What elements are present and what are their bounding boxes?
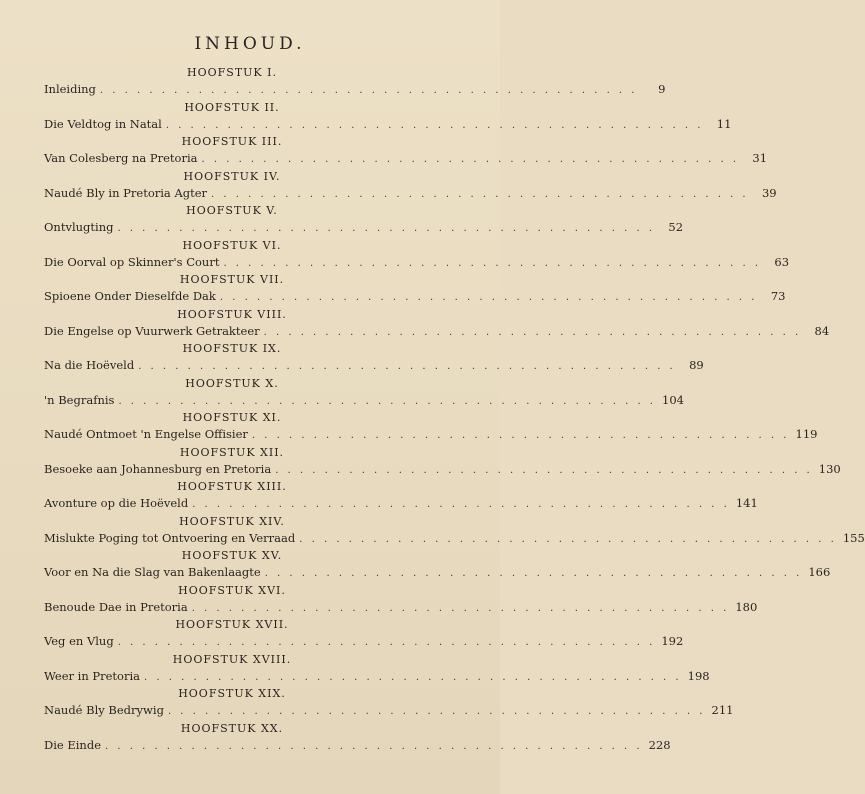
chapter-heading: HOOFSTUK III.: [181, 135, 283, 148]
dot-leader: . . . . . . . . . . . . . . . . . . . . . . . . . . . . . . . . . . . . . . . . . . . .: [192, 499, 730, 510]
toc-entry: [44, 342, 704, 377]
toc-line: [44, 565, 831, 581]
chapter-title: Avonture op die Hoëveld: [44, 496, 189, 510]
page-number: 11: [716, 116, 732, 131]
chapter-heading: HOOFSTUK IV.: [183, 169, 281, 183]
page-title: INHOUD.: [194, 34, 306, 54]
toc-entry: [44, 238, 790, 274]
chapter-title: Naudé Bly Bedrywig: [44, 703, 164, 717]
toc-entry: [44, 376, 684, 412]
toc-line: [44, 82, 666, 98]
chapter-heading: HOOFSTUK XVIII.: [172, 652, 292, 666]
page-number: 104: [662, 392, 684, 407]
dot-leader: . . . . . . . . . . . . . . . . . . . . . . . . . . . . . . . . . . . . . . . . . . . .: [191, 602, 730, 614]
dot-leader: . . . . . . . . . . . . . . . . . . . . . . . . . . . . . . . . . . . . . . . . . . . .: [275, 464, 813, 476]
page-number: 119: [795, 427, 818, 441]
toc-entry: [44, 480, 758, 515]
toc-entry: [44, 411, 818, 446]
toc-entry: [44, 721, 671, 757]
toc-entry: [44, 273, 786, 308]
chapter-heading: HOOFSTUK II.: [184, 100, 280, 114]
toc-entry: [44, 618, 684, 653]
toc-entry: [44, 687, 734, 722]
chapter-title: Veg en Vlug: [44, 634, 114, 648]
chapter-title: Mislukte Poging tot Ontvoering en Verraad: [44, 530, 296, 545]
toc-entry: [44, 204, 684, 239]
table-of-contents: [44, 66, 865, 756]
chapter-heading: HOOFSTUK I.: [187, 66, 277, 79]
chapter-heading: HOOFSTUK VII.: [179, 273, 285, 286]
chapter-title: Naudé Ontmoet 'n Engelse Offisier: [44, 427, 248, 441]
toc-entry: [44, 583, 758, 619]
dot-leader: . . . . . . . . . . . . . . . . . . . . . . . . . . . . . . . . . . . . . . . . . . . .: [117, 637, 656, 648]
chapter-heading: HOOFSTUK X.: [185, 376, 279, 390]
page-number: 39: [761, 185, 777, 200]
dot-leader: . . . . . . . . . . . . . . . . . . . . . . . . . . . . . . . . . . . . . . . . . . . .: [117, 223, 656, 234]
page-number: 166: [808, 565, 831, 579]
toc-entry: [44, 169, 777, 205]
toc-entry: [44, 549, 831, 584]
chapter-title: Weer in Pretoria: [44, 668, 141, 683]
chapter-title: Die Oorval op Skinner's Court: [44, 254, 220, 269]
toc-entry: [44, 514, 865, 550]
chapter-title: Voor en Na die Slag van Bakenlaagte: [44, 565, 261, 579]
page-number: 31: [752, 151, 768, 165]
page-number: 180: [735, 599, 758, 614]
toc-line: [44, 392, 684, 409]
toc-line: [44, 703, 734, 719]
toc-entry: [44, 652, 710, 688]
page-number: 198: [687, 668, 710, 683]
dot-leader: . . . . . . . . . . . . . . . . . . . . . . . . . . . . . . . . . . . . . . . . . . . .: [219, 292, 758, 303]
dot-leader: . . . . . . . . . . . . . . . . . . . . . . . . . . . . . . . . . . . . . . . . . . . .: [138, 361, 676, 372]
chapter-title: Die Veldtog in Natal: [44, 116, 162, 131]
toc-line: [44, 289, 786, 305]
chapter-title: Van Colesberg na Pretoria: [44, 151, 198, 165]
dot-leader: . . . . . . . . . . . . . . . . . . . . . . . . . . . . . . . . . . . . . . . . . . . .: [167, 706, 706, 717]
chapter-heading: HOOFSTUK XVII.: [175, 618, 289, 631]
toc-line: [44, 737, 671, 754]
chapter-heading: HOOFSTUK XIX.: [178, 687, 286, 700]
dot-leader: . . . . . . . . . . . . . . . . . . . . . . . . . . . . . . . . . . . . . . . . . . . .: [299, 533, 837, 545]
page-number: 192: [661, 634, 684, 648]
toc-line: [44, 116, 732, 133]
dot-leader: . . . . . . . . . . . . . . . . . . . . . . . . . . . . . . . . . . . . . . . . . . . .: [263, 326, 802, 338]
page-number: 52: [668, 220, 684, 234]
chapter-heading: HOOFSTUK XVI.: [178, 583, 286, 597]
toc-entry: [44, 66, 666, 101]
chapter-heading: HOOFSTUK XIII.: [177, 480, 287, 493]
page-number: 228: [648, 737, 671, 752]
chapter-title: Die Engelse op Vuurwerk Getrakteer: [44, 323, 260, 338]
page-number: 89: [689, 358, 704, 372]
toc-line: [44, 323, 830, 340]
chapter-title: 'n Begrafnis: [44, 392, 115, 407]
chapter-title: Spioene Onder Dieselfde Dak: [44, 289, 216, 303]
dot-leader: . . . . . . . . . . . . . . . . . . . . . . . . . . . . . . . . . . . . . . . . . . . .: [251, 430, 790, 441]
page-number: 130: [818, 461, 841, 476]
dot-leader: . . . . . . . . . . . . . . . . . . . . . . . . . . . . . . . . . . . . . . . . . . . .: [165, 119, 704, 131]
page-number: 9: [658, 82, 666, 96]
chapter-heading: HOOFSTUK XII.: [179, 445, 285, 459]
chapter-heading: HOOFSTUK XX.: [180, 721, 284, 735]
dot-leader: . . . . . . . . . . . . . . . . . . . . . . . . . . . . . . . . . . . . . . . . . . . .: [118, 395, 656, 407]
dot-leader: . . . . . . . . . . . . . . . . . . . . . . . . . . . . . . . . . . . . . . . . . . . .: [223, 257, 762, 269]
toc-line: [44, 461, 841, 478]
toc-line: [44, 358, 704, 374]
chapter-title: Ontvlugting: [44, 220, 114, 234]
toc-line: [44, 220, 684, 236]
chapter-heading: HOOFSTUK XV.: [181, 549, 283, 562]
chapter-heading: HOOFSTUK XI.: [182, 411, 282, 424]
toc-line: [44, 254, 790, 271]
toc-line: [44, 427, 818, 443]
chapter-heading: HOOFSTUK V.: [186, 204, 278, 217]
page-number: 155: [842, 530, 865, 545]
chapter-title: Inleiding: [44, 82, 96, 96]
dot-leader: . . . . . . . . . . . . . . . . . . . . . . . . . . . . . . . . . . . . . . . . . . . .: [211, 188, 749, 200]
toc-entry: [44, 307, 830, 343]
toc-line: [44, 496, 758, 512]
toc-entry: [44, 100, 732, 136]
toc-line: [44, 668, 710, 685]
dot-leader: . . . . . . . . . . . . . . . . . . . . . . . . . . . . . . . . . . . . . . . . . . . .: [105, 740, 643, 752]
chapter-heading: HOOFSTUK VI.: [182, 238, 282, 252]
toc-line: [44, 151, 768, 167]
page-number: 73: [770, 289, 786, 303]
chapter-title: Naudé Bly in Pretoria Agter: [44, 185, 208, 200]
toc-line: [44, 530, 865, 547]
page-number: 141: [735, 496, 758, 510]
toc-entry: [44, 445, 841, 481]
toc-line: [44, 599, 758, 616]
toc-line: [44, 185, 777, 202]
dot-leader: . . . . . . . . . . . . . . . . . . . . . . . . . . . . . . . . . . . . . . . . . . . .: [99, 85, 638, 96]
dot-leader: . . . . . . . . . . . . . . . . . . . . . . . . . . . . . . . . . . . . . . . . . . . .: [144, 671, 682, 683]
chapter-heading: HOOFSTUK XIV.: [179, 514, 285, 528]
page-number: 84: [814, 323, 830, 338]
page-number: 211: [711, 703, 734, 717]
toc-entry: [44, 135, 768, 170]
dot-leader: . . . . . . . . . . . . . . . . . . . . . . . . . . . . . . . . . . . . . . . . . . . .: [264, 568, 803, 579]
chapter-title: Die Einde: [44, 737, 102, 752]
chapter-heading: HOOFSTUK IX.: [182, 342, 282, 355]
page-number: 63: [774, 254, 790, 269]
chapter-title: Besoeke aan Johannesburg en Pretoria: [44, 461, 272, 476]
dot-leader: . . . . . . . . . . . . . . . . . . . . . . . . . . . . . . . . . . . . . . . . . . . .: [201, 154, 740, 165]
chapter-heading: HOOFSTUK VIII.: [177, 307, 287, 321]
chapter-title: Benoude Dae in Pretoria: [44, 599, 188, 614]
toc-line: [44, 634, 684, 650]
chapter-title: Na die Hoëveld: [44, 358, 135, 372]
